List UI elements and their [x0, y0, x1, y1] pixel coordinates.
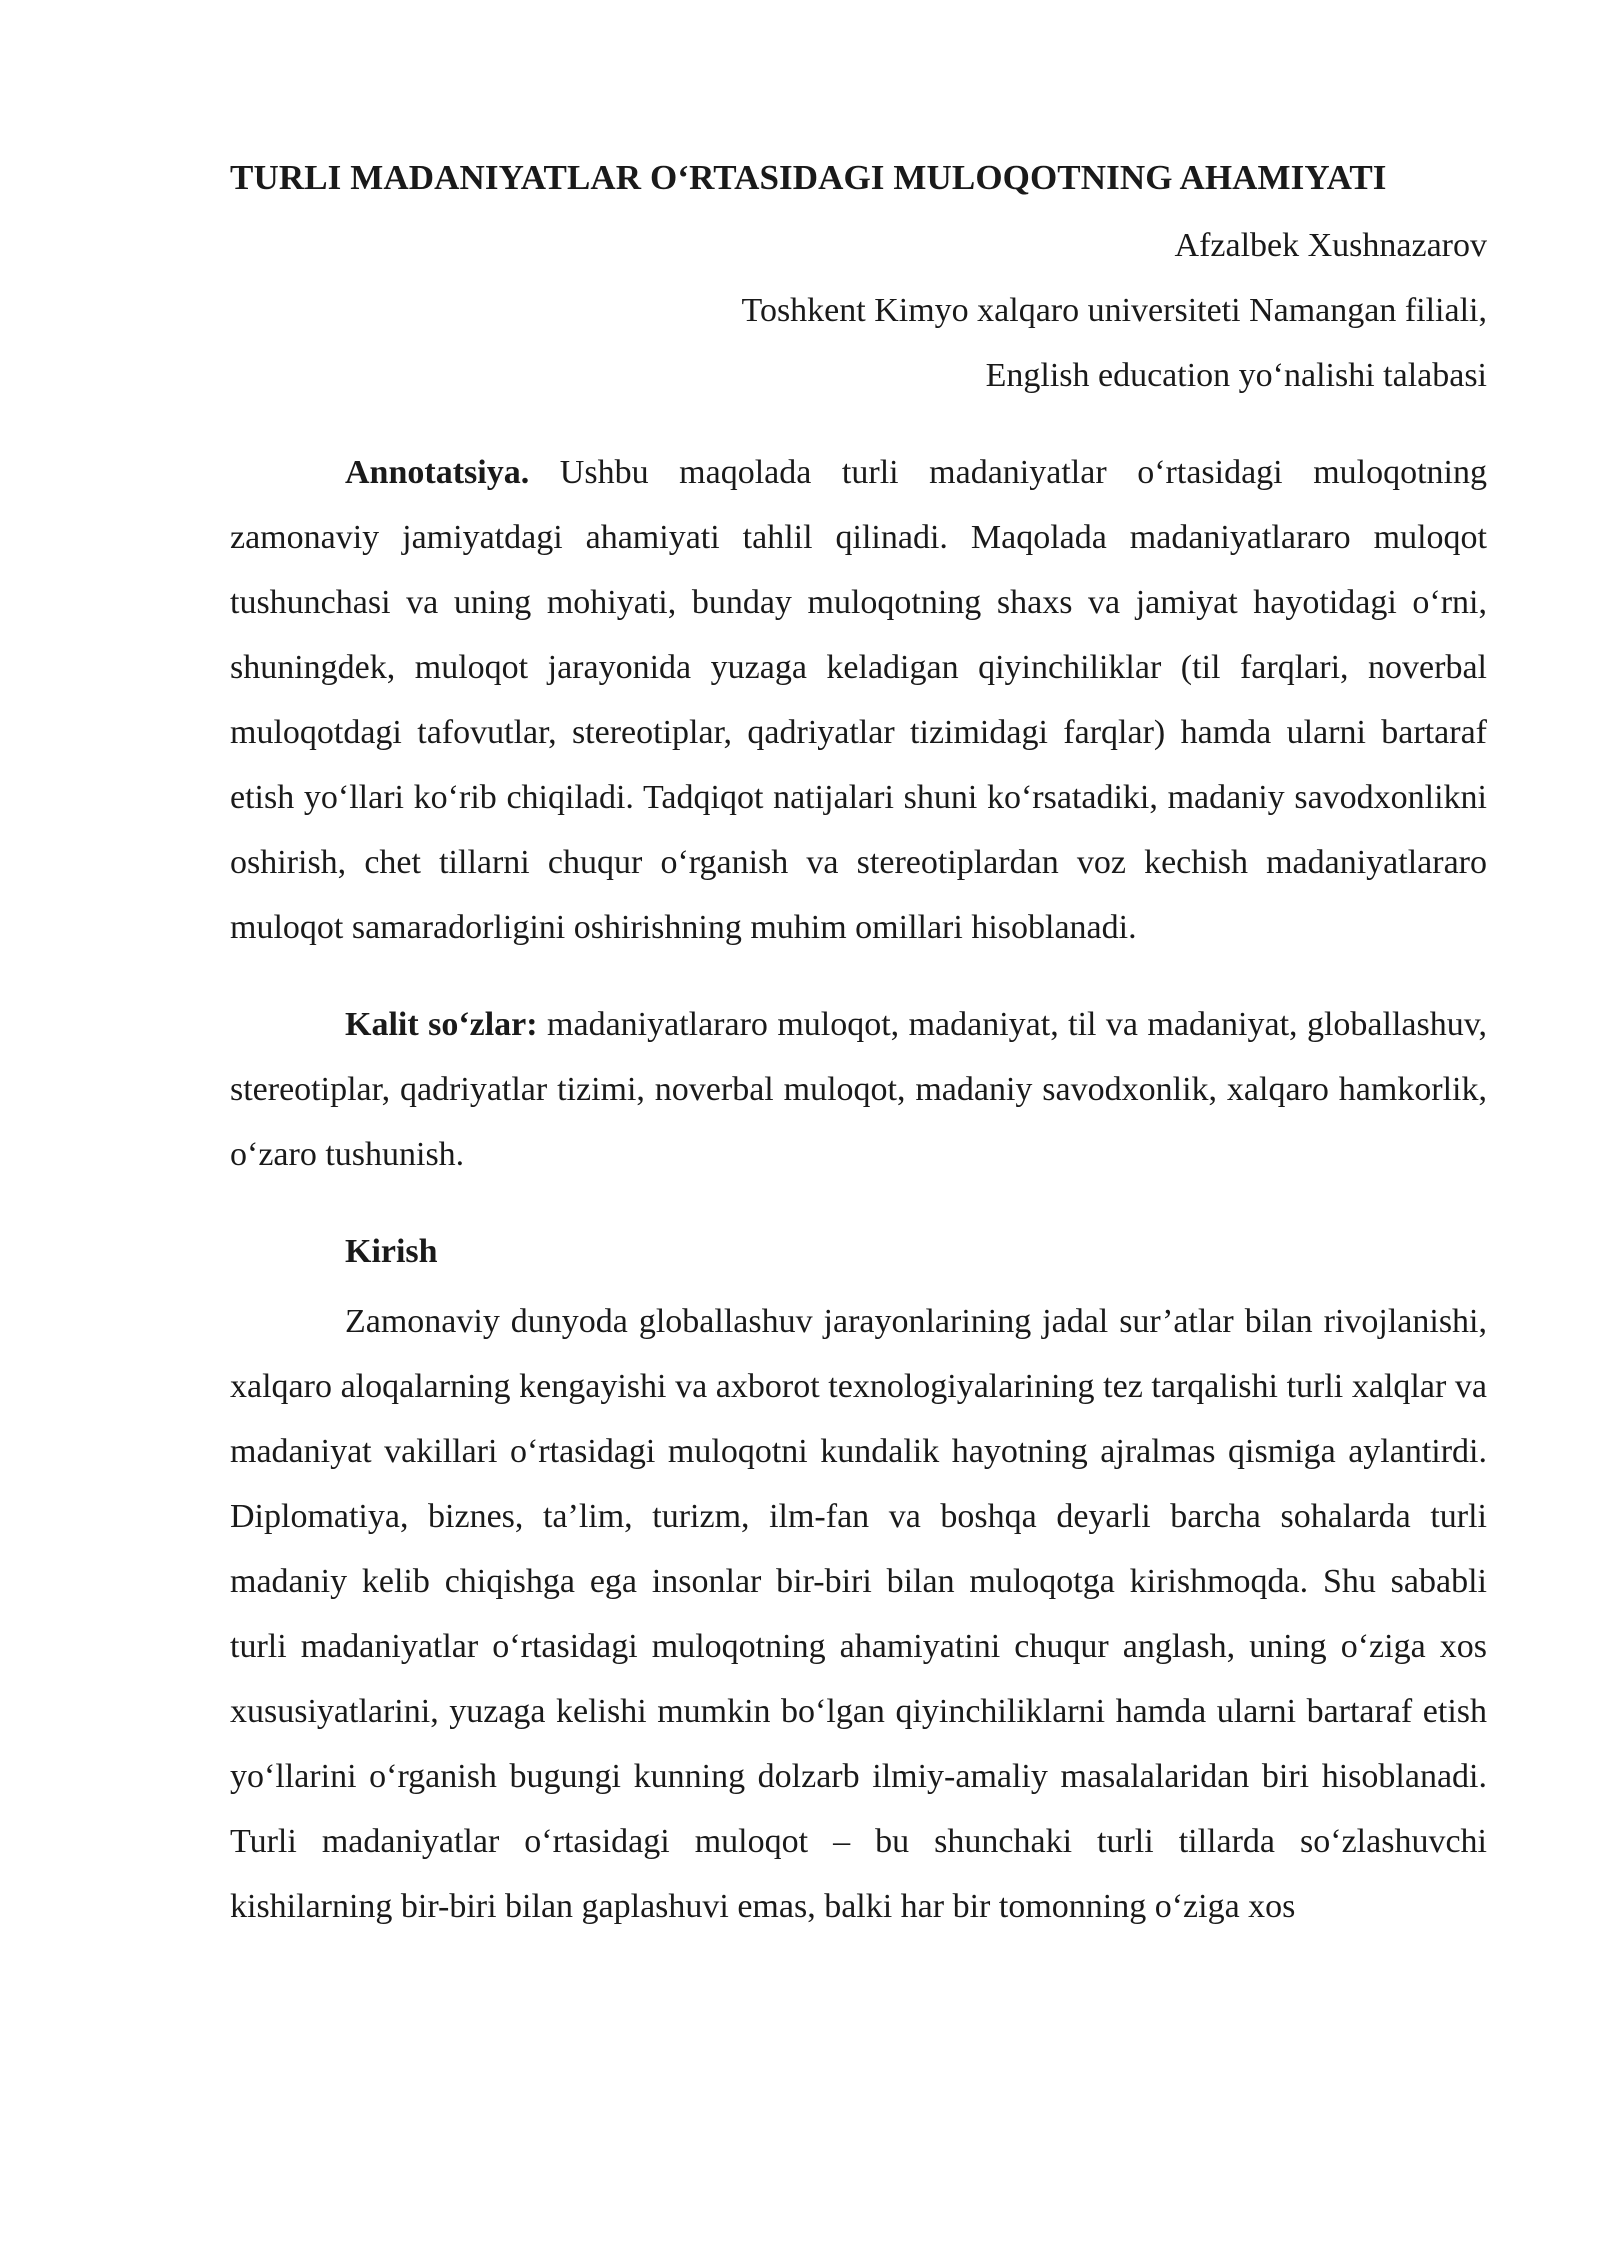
- article-title: TURLI MADANIYATLAR O‘RTASIDAGI MULOQOTNING AHAMIYATI: [230, 158, 1387, 197]
- keywords-label: Kalit so‘zlar:: [345, 1006, 538, 1043]
- author-block: [230, 213, 1487, 408]
- affiliation-line: English education yo‘nalishi talabasi: [985, 357, 1487, 394]
- abstract-text: Ushbu maqolada turli madaniyatlar o‘rtasidagi muloqotning zamonaviy jamiyatdagi ahamiyati tahlil qilinadi. Maqolada madaniyatlararo muloqot tushunchasi va uning mohiyati, bunday muloqotning shaxs va jamiyat hayotidagi o‘rni, shuningdek, muloqot jarayonida yuzaga keladigan qiyinchiliklar (til farqlari, noverbal muloqotdagi tafovutlar, stereotiplar, qadriyatlar tizimidagi farqlar) hamda ularni bartaraf etish yo‘llari ko‘rib chiqiladi. Tadqiqot natijalari shuni ko‘rsatadiki, madaniy savodxonlikni oshirish, chet tillarni chuqur o‘rganish va stereotiplardan voz kechish madaniyatlararo muloqot samaradorligini oshirishning muhim omillari hisoblanadi.: [230, 454, 1488, 946]
- keywords-paragraph: [230, 992, 1487, 1187]
- keywords-text: madaniyatlararo muloqot, madaniyat, til va madaniyat, globallashuv, stereotiplar, qadriyatlar tizimi, noverbal muloqot, madaniy savodxonlik, xalqaro hamkorlik, o‘zaro tushunish.: [230, 1006, 1488, 1173]
- introduction-paragraph: Zamonaviy dunyoda globallashuv jarayonlarining jadal sur’atlar bilan rivojlanishi, xalqaro aloqalarning kengayishi va axborot texnologiyalarining tez tarqalishi turli xalqlar va madaniyat vakillari o‘rtasidagi muloqotni kundalik hayotning ajralmas qismiga aylantirdi. Diplomatiya, biznes, ta’lim, turizm, ilm-fan va boshqa deyarli barcha sohalarda turli madaniy kelib chiqishga ega insonlar bir-biri bilan muloqotga kirishmoqda. Shu sababli turli madaniyatlar o‘rtasidagi muloqotning ahamiyatini chuqur anglash, uning o‘ziga xos xususiyatlarini, yuzaga kelishi mumkin bo‘lgan qiyinchiliklarni hamda ularni bartaraf etish yo‘llarini o‘rganish bugungi kunning dolzarb ilmiy-amaliy masalalaridan biri hisoblanadi. Turli madaniyatlar o‘rtasidagi muloqot – bu shunchaki turli tillarda so‘zlashuvchi kishilarning bir-biri bilan gaplashuvi emas, balki har bir tomonning o‘ziga xos: [230, 1303, 1487, 1925]
- abstract-paragraph: [230, 440, 1487, 960]
- author-name: Afzalbek Xushnazarov: [1174, 227, 1487, 264]
- affiliation-line: Toshkent Kimyo xalqaro universiteti Namangan filiali,: [741, 292, 1487, 329]
- section-heading: Kirish: [345, 1233, 438, 1270]
- abstract-label: Annotatsiya.: [345, 454, 530, 491]
